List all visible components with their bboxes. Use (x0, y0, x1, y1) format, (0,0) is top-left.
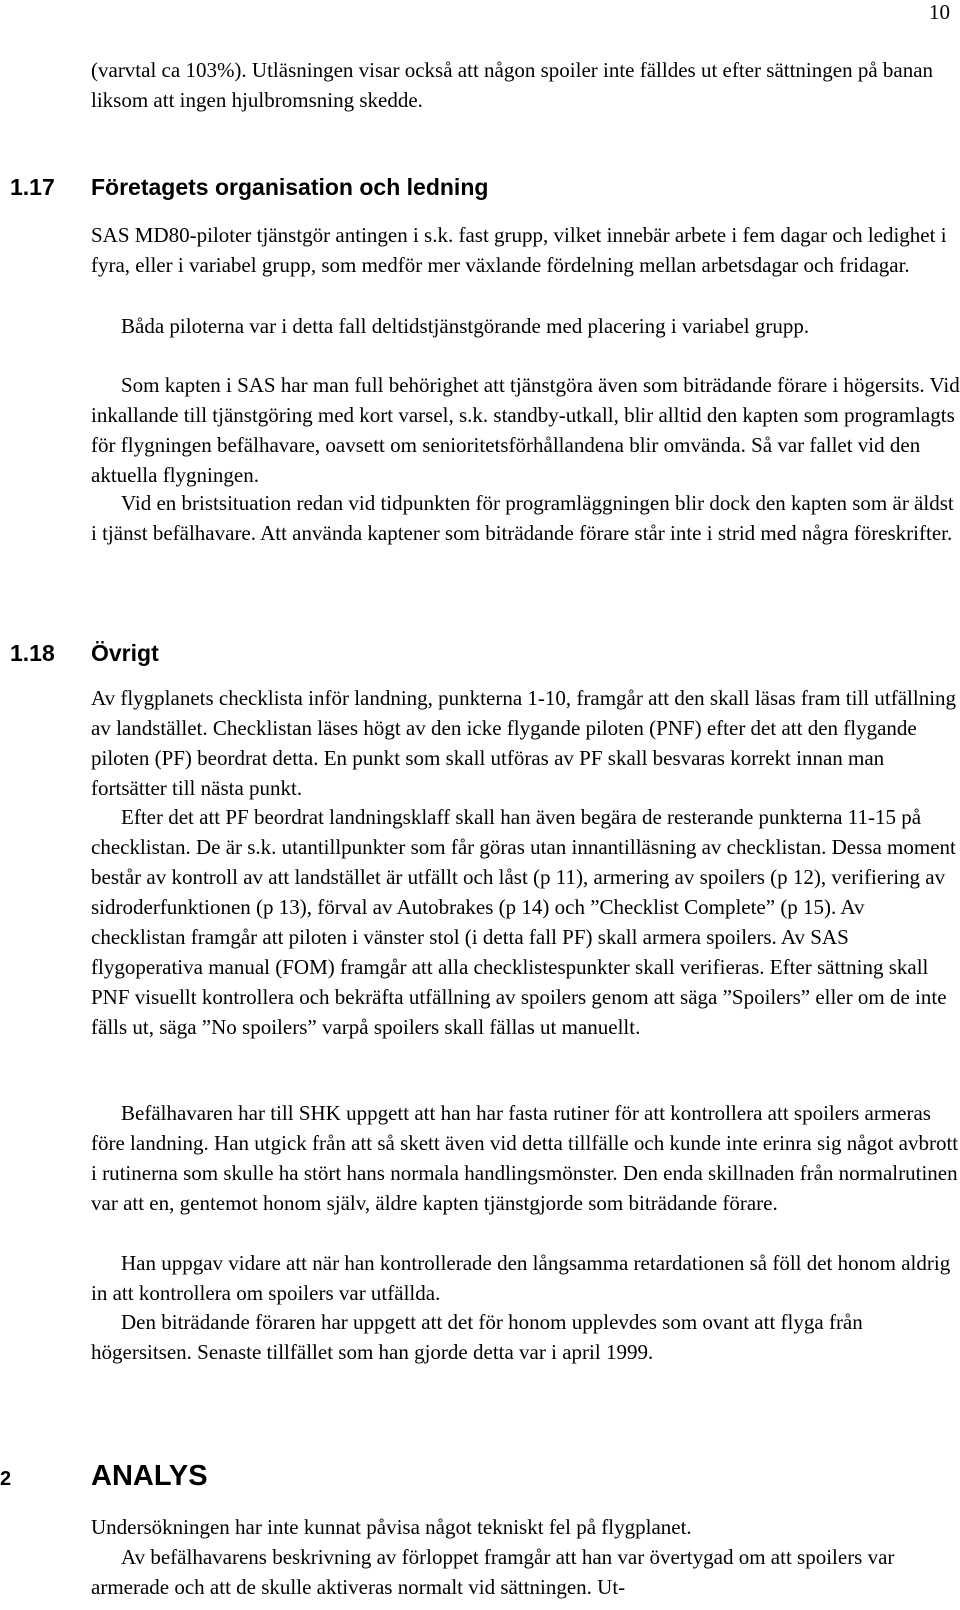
paragraph: Vid en bristsituation redan vid tidpunkten för programläggningen blir dock den kapten som är äldst i tjänst befälhavare. Att använda kaptener som biträdande förare står inte i strid med några föreskrifter. (91, 491, 954, 545)
section-title: Företagets organisation och ledning (91, 174, 489, 200)
section-title: Övrigt (91, 640, 159, 666)
section-number: 1.18 (10, 640, 55, 666)
paragraph: Som kapten i SAS har man full behörighet att tjänstgöra även som biträdande förare i högersits. Vid inkallande till tjänstgöring med kort varsel, s.k. standby-utkall, blir alltid den kapten som programlagts för flygningen befälhavare, oavsett om senioritetsförhållandena blir omvända. Så var fallet vid den aktuella flygningen. (91, 373, 960, 487)
chapter-number: 2 (0, 1468, 12, 1490)
chapter-title: ANALYS (91, 1460, 208, 1492)
paragraph: Undersökningen har inte kunnat påvisa något tekniskt fel på flygplanet. (91, 1515, 692, 1539)
paragraph: SAS MD80-piloter tjänstgör antingen i s.k. fast grupp, vilket innebär arbete i fem dagar och ledighet i fyra, eller i variabel grupp, som medför mer växlande fördelning mellan arbetsdagar och fridagar. (91, 223, 947, 277)
paragraph: Av flygplanets checklista inför landning, punkterna 1-10, framgår att den skall läsas fram till utfällning av landstället. Checklistan läses högt av den icke flygande piloten (PNF) efter det att den flygande piloten (PF) beordrat detta. En punkt som skall utföras av PF skall besvaras korrekt innan man fortsätter till nästa punkt. (91, 686, 957, 800)
paragraph: Han uppgav vidare att när han kontrollerade den långsamma retardationen så föll det honom aldrig in att kontrollera om spoilers var utfällda. (91, 1251, 951, 1305)
paragraph: Båda piloterna var i detta fall deltidstjänstgörande med placering i variabel grupp. (121, 314, 810, 338)
page-number: 10 (929, 0, 950, 24)
paragraph: Efter det att PF beordrat landningsklaff skall han även begära de resterande punkterna 11-15 på checklistan. De är s.k. utantillpunkter som får göras utan innantilläsning av checklistan. Dessa moment består av kontroll av att landstället är utfällt och låst (p 11), armering av spoilers (p 12), verifiering av sidroderfunktionen (p 13), förval av Autobrakes (p 14) och ”Checklist Complete” (p 15). Av checklistan framgår att piloten i vänster stol (i detta fall PF) skall armera spoilers. Av SAS flygoperativa manual (FOM) framgår att alla checklistespunkter skall verifieras. Efter sättning skall PNF visuellt kontrollera och bekräfta utfällning av spoilers genom att säga ”Spoilers” eller om de inte fälls ut, säga ”No spoilers” varpå spoilers skall fällas ut manuellt. (91, 805, 956, 1039)
paragraph: Befälhavaren har till SHK uppgett att han har fasta rutiner för att kontrollera att spoilers armeras före landning. Han utgick från att så skett även vid detta tillfälle och kunde inte erinra sig något avbrott i rutinerna som skulle ha stört hans normala handlingsmönster. Den enda skillnaden från normalrutinen var att en, gentemot honom själv, äldre kapten tjänstgjorde som biträdande förare. (91, 1101, 959, 1215)
section-number: 1.17 (10, 174, 55, 200)
intro-paragraph: (varvtal ca 103%). Utläsningen visar också att någon spoiler inte fälldes ut efter sättningen på banan liksom att ingen hjulbromsning skedde. (91, 58, 934, 112)
paragraph: Av befälhavarens beskrivning av förloppet framgår att han var övertygad om att spoilers var armerade och att de skulle aktiveras normalt vid sättningen. Ut- (91, 1545, 895, 1599)
paragraph: Den biträdande föraren har uppgett att det för honom upplevdes som ovant att flyga från högersitsen. Senaste tillfället som han gjorde detta var i april 1999. (91, 1310, 863, 1364)
